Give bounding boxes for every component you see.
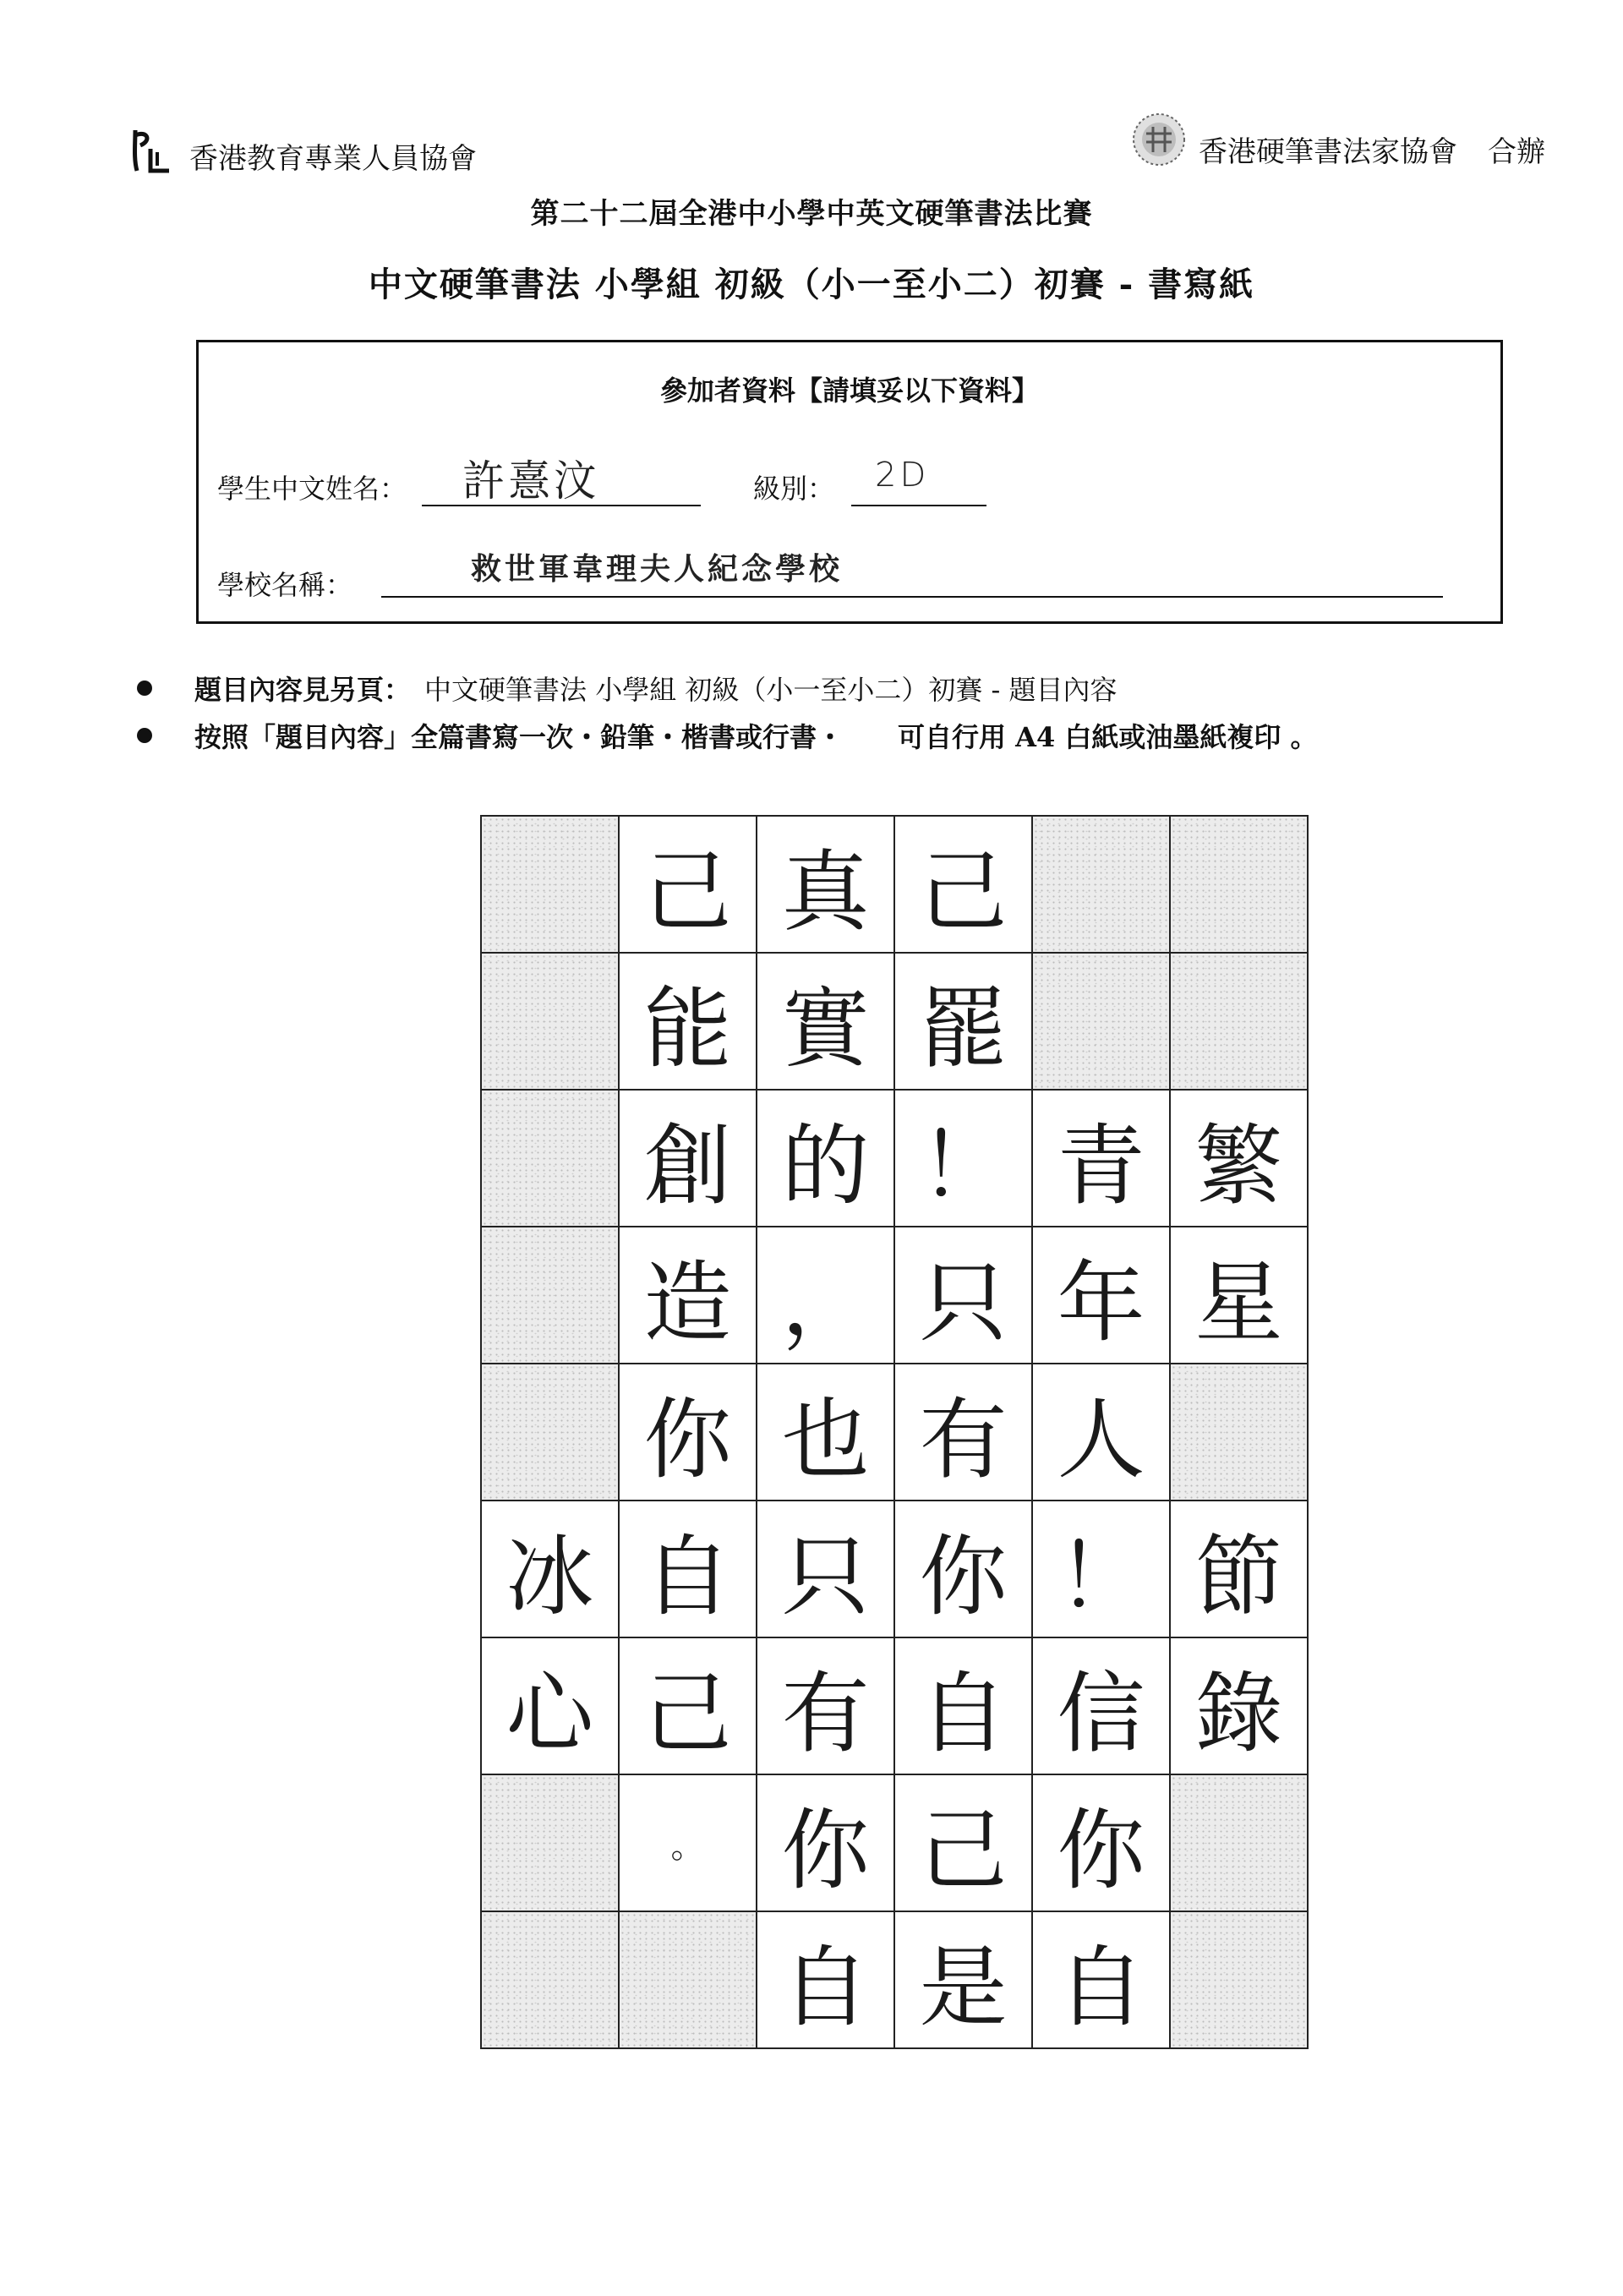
school-value[interactable]: 救世軍韋理夫人紀念學校 bbox=[471, 551, 844, 587]
grid-cell[interactable] bbox=[1033, 954, 1171, 1091]
grid-cell[interactable]: 冰 bbox=[482, 1501, 620, 1638]
instruction-2-note: 可自行用 A4 白紙或油墨紙複印 。 bbox=[898, 721, 1318, 753]
class-value[interactable]: 2D bbox=[875, 456, 930, 495]
organization-logo-icon bbox=[127, 127, 178, 176]
grid-cell[interactable]: ！ bbox=[1033, 1501, 1171, 1638]
grid-cell[interactable] bbox=[482, 1364, 620, 1501]
grid-cell[interactable]: 自 bbox=[895, 1638, 1033, 1775]
grid-cell[interactable]: 青 bbox=[1033, 1091, 1171, 1227]
organizer-name-right bbox=[1199, 135, 1545, 171]
header-right bbox=[1128, 108, 1545, 171]
grid-cell[interactable]: 的 bbox=[757, 1091, 895, 1227]
grid-cell[interactable]: 罷 bbox=[895, 954, 1033, 1091]
bullet-icon bbox=[137, 681, 152, 696]
grid-cell[interactable]: 節 bbox=[1171, 1501, 1309, 1638]
grid-cell[interactable]: 人 bbox=[1033, 1364, 1171, 1501]
grid-cell[interactable]: 己 bbox=[895, 1775, 1033, 1912]
organizer-name-right-text: 香港硬筆書法家協會 bbox=[1199, 135, 1457, 169]
grid-cell[interactable]: 有 bbox=[895, 1364, 1033, 1501]
school-line bbox=[381, 596, 1443, 598]
grid-cell[interactable]: 。 bbox=[620, 1775, 757, 1912]
grid-cell[interactable] bbox=[1171, 954, 1309, 1091]
grid-cell[interactable]: 有 bbox=[757, 1638, 895, 1775]
grid-cell[interactable]: 你 bbox=[757, 1775, 895, 1912]
school-label: 學校名稱： bbox=[217, 569, 353, 601]
paper-title: 中文硬筆書法 小學組 初級（小一至小二）初賽 - 書寫紙 bbox=[368, 265, 1255, 304]
grid-cell[interactable]: 也 bbox=[757, 1364, 895, 1501]
grid-cell[interactable]: 自 bbox=[1033, 1912, 1171, 2049]
grid-cell[interactable]: 創 bbox=[620, 1091, 757, 1227]
grid-cell[interactable]: 你 bbox=[1033, 1775, 1171, 1912]
grid-cell[interactable]: 真 bbox=[757, 817, 895, 954]
grid-cell[interactable]: 實 bbox=[757, 954, 895, 1091]
grid-cell[interactable] bbox=[1033, 817, 1171, 954]
grid-cell[interactable]: 是 bbox=[895, 1912, 1033, 2049]
instruction-2 bbox=[135, 713, 1318, 757]
grid-cell[interactable] bbox=[620, 1912, 757, 2049]
participant-info-box bbox=[196, 340, 1503, 624]
grid-cell[interactable]: 自 bbox=[620, 1501, 757, 1638]
grid-cell[interactable]: 心 bbox=[482, 1638, 620, 1775]
header-left bbox=[127, 127, 477, 176]
class-label: 級別： bbox=[753, 473, 835, 505]
instruction-1-detail: 中文硬筆書法 小學組 初級（小一至小二）初賽 - 題目內容 bbox=[424, 674, 1118, 706]
grid-cell[interactable]: 你 bbox=[620, 1364, 757, 1501]
instruction-1 bbox=[135, 666, 1318, 710]
co-organize-text: 合辦 bbox=[1488, 135, 1545, 169]
grid-cell[interactable] bbox=[482, 1227, 620, 1364]
grid-cell[interactable]: 能 bbox=[620, 954, 757, 1091]
grid-cell[interactable] bbox=[482, 1775, 620, 1912]
grid-cell[interactable]: 年 bbox=[1033, 1227, 1171, 1364]
writing-grid bbox=[480, 815, 1309, 2049]
grid-cell[interactable]: 信 bbox=[1033, 1638, 1171, 1775]
grid-cell[interactable]: ！ bbox=[895, 1091, 1033, 1227]
grid-cell[interactable]: 錄 bbox=[1171, 1638, 1309, 1775]
grid-cell[interactable] bbox=[1171, 1775, 1309, 1912]
grid-cell[interactable] bbox=[1171, 1912, 1309, 2049]
organizer-name-left: 香港教育專業人員協會 bbox=[189, 142, 477, 176]
competition-title: 第二十二屆全港中小學中英文硬筆書法比賽 bbox=[530, 197, 1093, 231]
instructions bbox=[135, 666, 1318, 761]
name-value[interactable]: 許憙汶 bbox=[462, 456, 599, 506]
grid-cell[interactable] bbox=[1171, 1364, 1309, 1501]
grid-cell[interactable] bbox=[482, 1091, 620, 1227]
grid-cell[interactable]: 己 bbox=[620, 817, 757, 954]
grid-cell[interactable]: 己 bbox=[895, 817, 1033, 954]
instruction-2-text: 按照「題目內容」全篇書寫一次・鉛筆・楷書或行書・ bbox=[194, 721, 844, 753]
grid-cell[interactable] bbox=[1171, 817, 1309, 954]
grid-cell[interactable]: 己 bbox=[620, 1638, 757, 1775]
grid-cell[interactable] bbox=[482, 954, 620, 1091]
class-line bbox=[851, 505, 986, 506]
grid-cell[interactable] bbox=[482, 1912, 620, 2049]
grid-cell[interactable]: 造 bbox=[620, 1227, 757, 1364]
grid-cell[interactable]: ， bbox=[757, 1227, 895, 1364]
grid-cell[interactable]: 繁 bbox=[1171, 1091, 1309, 1227]
grid-cell[interactable]: 只 bbox=[757, 1501, 895, 1638]
grid-cell[interactable]: 你 bbox=[895, 1501, 1033, 1638]
grid-cell[interactable]: 自 bbox=[757, 1912, 895, 2049]
participant-info-heading: 參加者資料【請填妥以下資料】 bbox=[659, 374, 1039, 407]
grid-cell[interactable] bbox=[482, 817, 620, 954]
grid-cell[interactable]: 星 bbox=[1171, 1227, 1309, 1364]
grid-cell[interactable]: 只 bbox=[895, 1227, 1033, 1364]
bullet-icon bbox=[137, 728, 152, 743]
instruction-1-label: 題目內容見另頁： bbox=[194, 674, 412, 706]
name-label: 學生中文姓名： bbox=[217, 473, 407, 505]
society-seal-icon bbox=[1128, 108, 1190, 171]
